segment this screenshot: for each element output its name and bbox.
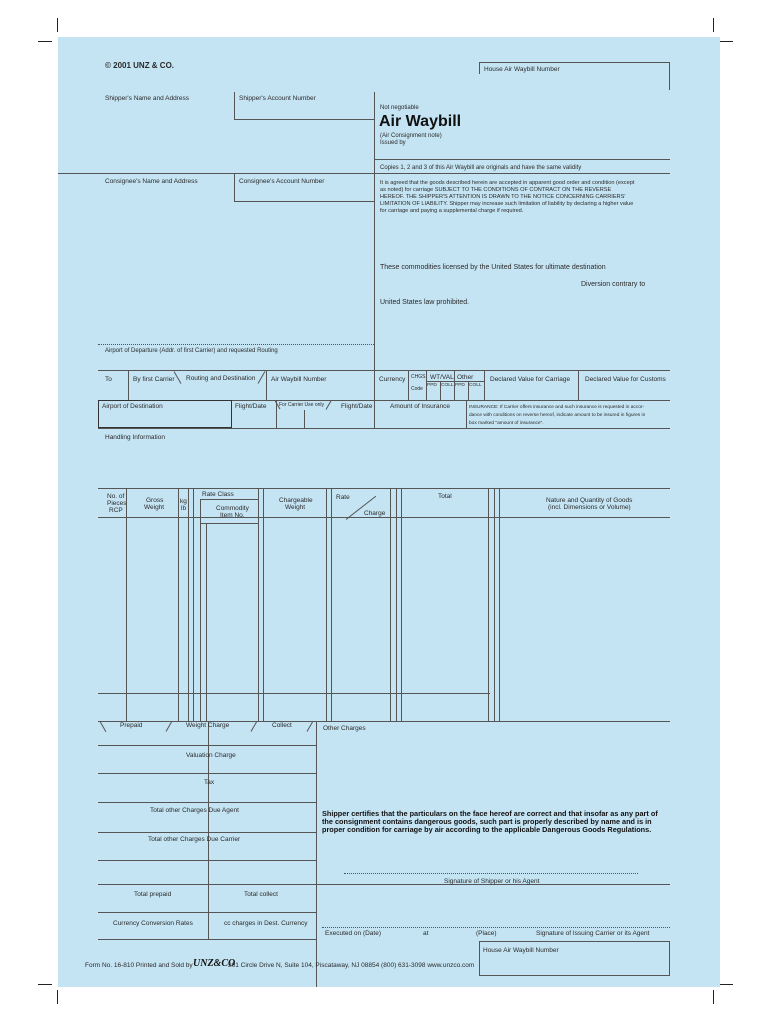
signature-carrier-label: Signature of Issuing Carrier or its Agent: [536, 930, 650, 937]
house-awb-right-line: [669, 62, 670, 90]
rate-class-label: Rate Class: [202, 491, 234, 498]
coll-label-2: COLL: [469, 383, 482, 388]
crop-mark: [713, 18, 714, 32]
prepaid-label: Prepaid: [120, 722, 143, 729]
house-awb-footer-top: [479, 941, 670, 942]
ppd-label-1: PPD: [427, 383, 437, 388]
divider: [98, 884, 670, 885]
house-awb-left-line: [479, 62, 480, 74]
currency-label: Currency: [379, 376, 406, 383]
table-col-line: [258, 488, 259, 721]
commodity-item-label-2: Item No.: [220, 512, 245, 519]
total-other-carrier-label: Total other Charges Due Carrier: [148, 836, 241, 843]
flight-date-label-1: Flight/Date: [235, 403, 267, 410]
kg-label: kg: [180, 498, 187, 505]
crop-mark: [57, 990, 58, 1004]
table-col-line: [331, 488, 332, 721]
divider: [234, 201, 374, 202]
table-col-line: [494, 488, 495, 721]
table-col-line: [326, 488, 327, 721]
consignee-name-label: Consignee's Name and Address: [105, 178, 198, 185]
awb-number-label: Air Waybill Number: [271, 376, 327, 383]
divider: [307, 721, 314, 732]
chgs-label: CHGS: [411, 374, 426, 380]
certification-line-2: the consignment contains dangerous goods, such part is properly described by name and is in: [322, 817, 652, 826]
charges-right-line: [316, 721, 317, 987]
chargeable-weight-label-2: Weight: [285, 504, 306, 511]
chargeable-weight-label-1: Chargeable: [279, 497, 313, 504]
table-col-line: [206, 523, 207, 721]
crop-mark: [719, 41, 733, 42]
copyright: © 2001 UNZ & CO.: [105, 61, 175, 70]
house-awb-top-line: [479, 62, 669, 63]
weight-charge-label: Weight Charge: [186, 722, 230, 729]
collect-label: Collect: [272, 722, 292, 729]
signature-shipper-line: [344, 873, 638, 874]
airport-destination-label: Airport of Destination: [102, 403, 163, 410]
crop-mark: [713, 990, 714, 1004]
agreement-line-4: LIMITATION OF LIABILITY. Shipper may increase such limitation of liability by declaring a higher value: [380, 201, 634, 207]
routing-destination-label: Routing and Destination: [186, 375, 256, 382]
divider: [98, 939, 316, 940]
divider: [128, 370, 129, 400]
divider: [304, 410, 305, 428]
table-col-line: [499, 488, 500, 721]
table-col-line: [396, 488, 397, 721]
divider: [426, 381, 484, 382]
nature-goods-label-2: (incl. Dimensions or Volume): [548, 504, 631, 511]
pieces-label-1: No. of: [107, 493, 125, 500]
table-col-line: [126, 488, 127, 721]
pieces-label-2: Pieces: [107, 500, 127, 507]
table-col-line: [200, 499, 201, 721]
divider: [234, 92, 235, 119]
nature-goods-label-1: Nature and Quantity of Goods: [546, 497, 633, 504]
divider: [408, 370, 409, 400]
crop-mark: [719, 984, 733, 985]
other-charges-label: Other Charges: [323, 725, 366, 732]
executed-on-label: Executed on (Date): [325, 930, 382, 937]
declared-carriage-label: Declared Value for Carriage: [490, 376, 571, 383]
at-label: at: [423, 930, 429, 937]
divider: [98, 344, 374, 345]
divider: [98, 773, 316, 774]
coll-label-1: COLL: [441, 383, 454, 388]
header-divider: [374, 92, 375, 408]
commodities-line-2: Diversion contrary to: [581, 281, 646, 288]
wt-val-label: WT/VAL: [430, 374, 454, 381]
divider: [466, 400, 467, 428]
issued-by: Issued by: [380, 140, 406, 146]
divider: [234, 173, 235, 201]
divider: [98, 488, 670, 489]
table-col-line: [488, 488, 489, 721]
agreement-line-1: It is agreed that the goods described herein are accepted in apparent good order and condition (except: [380, 180, 635, 186]
house-awb-footer-bottom: [479, 975, 670, 976]
insurance-line-2: dance with conditions on reverse hereof, indicate amount to be insured in figures in: [469, 413, 646, 418]
divider: [98, 860, 316, 861]
carrier-use-only-label: For Carrier Use only: [279, 402, 325, 408]
divider: [578, 370, 579, 400]
divider: [98, 428, 670, 429]
pieces-label-3: RCP: [109, 507, 123, 514]
table-col-line: [178, 488, 179, 721]
divider: [258, 371, 266, 384]
table-row-line: [200, 499, 258, 500]
table-col-line: [390, 488, 391, 721]
tax-label: Tax: [204, 779, 215, 786]
divider: [58, 173, 670, 174]
commodity-item-label-1: Commodity: [216, 505, 249, 512]
agreement-line-5: for carriage and paying a supplemental charge if required.: [380, 208, 524, 214]
other-label: Other: [457, 374, 474, 381]
signature-shipper-label: Signature of Shipper or his Agent: [444, 878, 540, 885]
amount-insurance-label: Amount of Insurance: [390, 403, 450, 410]
divider: [98, 802, 316, 803]
footer-logo: UNZ&CO: [193, 958, 236, 969]
house-awb-footer-left: [479, 941, 480, 975]
total-prepaid-label: Total prepaid: [134, 891, 172, 898]
table-col-line: [263, 488, 264, 721]
executed-line: [322, 927, 670, 928]
commodities-line-3: United States law prohibited.: [380, 299, 470, 306]
shipper-name-label: Shipper's Name and Address: [105, 95, 189, 102]
divider: [374, 159, 670, 160]
divider: [484, 370, 485, 400]
divider: [326, 401, 332, 410]
gross-weight-label-2: Weight: [144, 504, 165, 511]
consignment-note: (Air Consignment note): [380, 133, 442, 139]
table-col-line: [188, 488, 189, 721]
handling-info-label: Handling Information: [105, 434, 165, 441]
divider: [98, 832, 316, 833]
table-row-line: [200, 523, 258, 524]
divider: [98, 912, 316, 913]
agreement-line-2: as noted) for carriage SUBJECT TO THE CONDITIONS OF CONTRACT ON THE REVERSE: [380, 187, 612, 193]
table-totals-line: [98, 693, 490, 694]
house-awb-label: House Air Waybill Number: [484, 66, 560, 73]
house-awb-footer-right: [669, 941, 670, 975]
ppd-label-2: PPD: [455, 383, 465, 388]
agreement-line-3: HEREOF. THE SHIPPER'S ATTENTION IS DRAWN TO THE NOTICE CONCERNING CARRIERS': [380, 194, 626, 200]
divider: [374, 400, 375, 428]
commodities-line-1: These commodities licensed by the United States for ultimate destination: [380, 264, 606, 271]
table-header-line: [98, 517, 670, 518]
declared-customs-label: Declared Value for Customs: [585, 376, 666, 383]
charge-label: Charge: [364, 510, 386, 517]
valuation-charge-label: Valuation Charge: [186, 752, 236, 759]
flight-date-label-2: Flight/Date: [341, 403, 373, 410]
crop-mark: [38, 984, 52, 985]
table-col-line: [193, 488, 194, 721]
consignee-account-label: Consignee's Account Number: [239, 178, 325, 185]
house-awb-footer-label: House Air Waybill Number: [483, 947, 559, 954]
currency-conversion-label: Currency Conversion Rates: [113, 920, 193, 927]
certification-line-1: Shipper certifies that the particulars on the face hereof are correct and that insofar as any part of: [322, 809, 658, 818]
total-label: Total: [438, 493, 452, 500]
air-waybill-form: [58, 37, 720, 987]
insurance-line-1: INSURANCE: If Carrier offers insurance and such insurance is requested in accor-: [469, 405, 645, 410]
divider: [98, 370, 670, 371]
total-other-agent-label: Total other Charges Due Agent: [150, 807, 239, 814]
divider: [234, 119, 374, 120]
crop-mark: [57, 18, 58, 32]
table-bottom-line: [98, 721, 670, 722]
gross-weight-label-1: Gross: [146, 497, 164, 504]
to-label: To: [105, 376, 112, 383]
by-first-carrier-label: By first Carrier: [133, 376, 175, 383]
certification-line-3: proper condition for carriage by air according to the applicable Dangerous Goods Regulations.: [322, 825, 652, 834]
copies-note: Copies 1, 2 and 3 of this Air Waybill are originals and have the same validity: [380, 165, 582, 171]
not-negotiable: Not negotiable: [380, 105, 419, 111]
table-col-line: [401, 488, 402, 721]
divider: [100, 721, 107, 732]
divider: [251, 721, 258, 732]
rate-label: Rate: [336, 494, 350, 501]
total-collect-label: Total collect: [244, 891, 278, 898]
crop-mark: [38, 41, 52, 42]
lb-label: lb: [181, 505, 187, 512]
footer-left: Form No. 16-810 Printed and Sold by: [85, 962, 193, 969]
footer-right: 201 Circle Drive N, Suite 104, Piscataway, NJ 08854 (800) 631-3098 www.unzco.com: [228, 962, 475, 969]
shipper-account-label: Shipper's Account Number: [239, 95, 316, 102]
code-label: Code: [411, 386, 423, 392]
place-label: (Place): [476, 930, 497, 937]
airport-departure-label: Airport of Departure (Addr. of first Carrier) and requested Routing: [105, 348, 278, 354]
divider: [98, 745, 316, 746]
cc-charges-label: cc charges in Dest. Currency: [224, 920, 308, 927]
insurance-line-3: box marked "amount of insurance".: [469, 421, 544, 426]
divider: [266, 370, 267, 400]
divider: [166, 721, 173, 732]
document-title: Air Waybill: [379, 113, 462, 130]
